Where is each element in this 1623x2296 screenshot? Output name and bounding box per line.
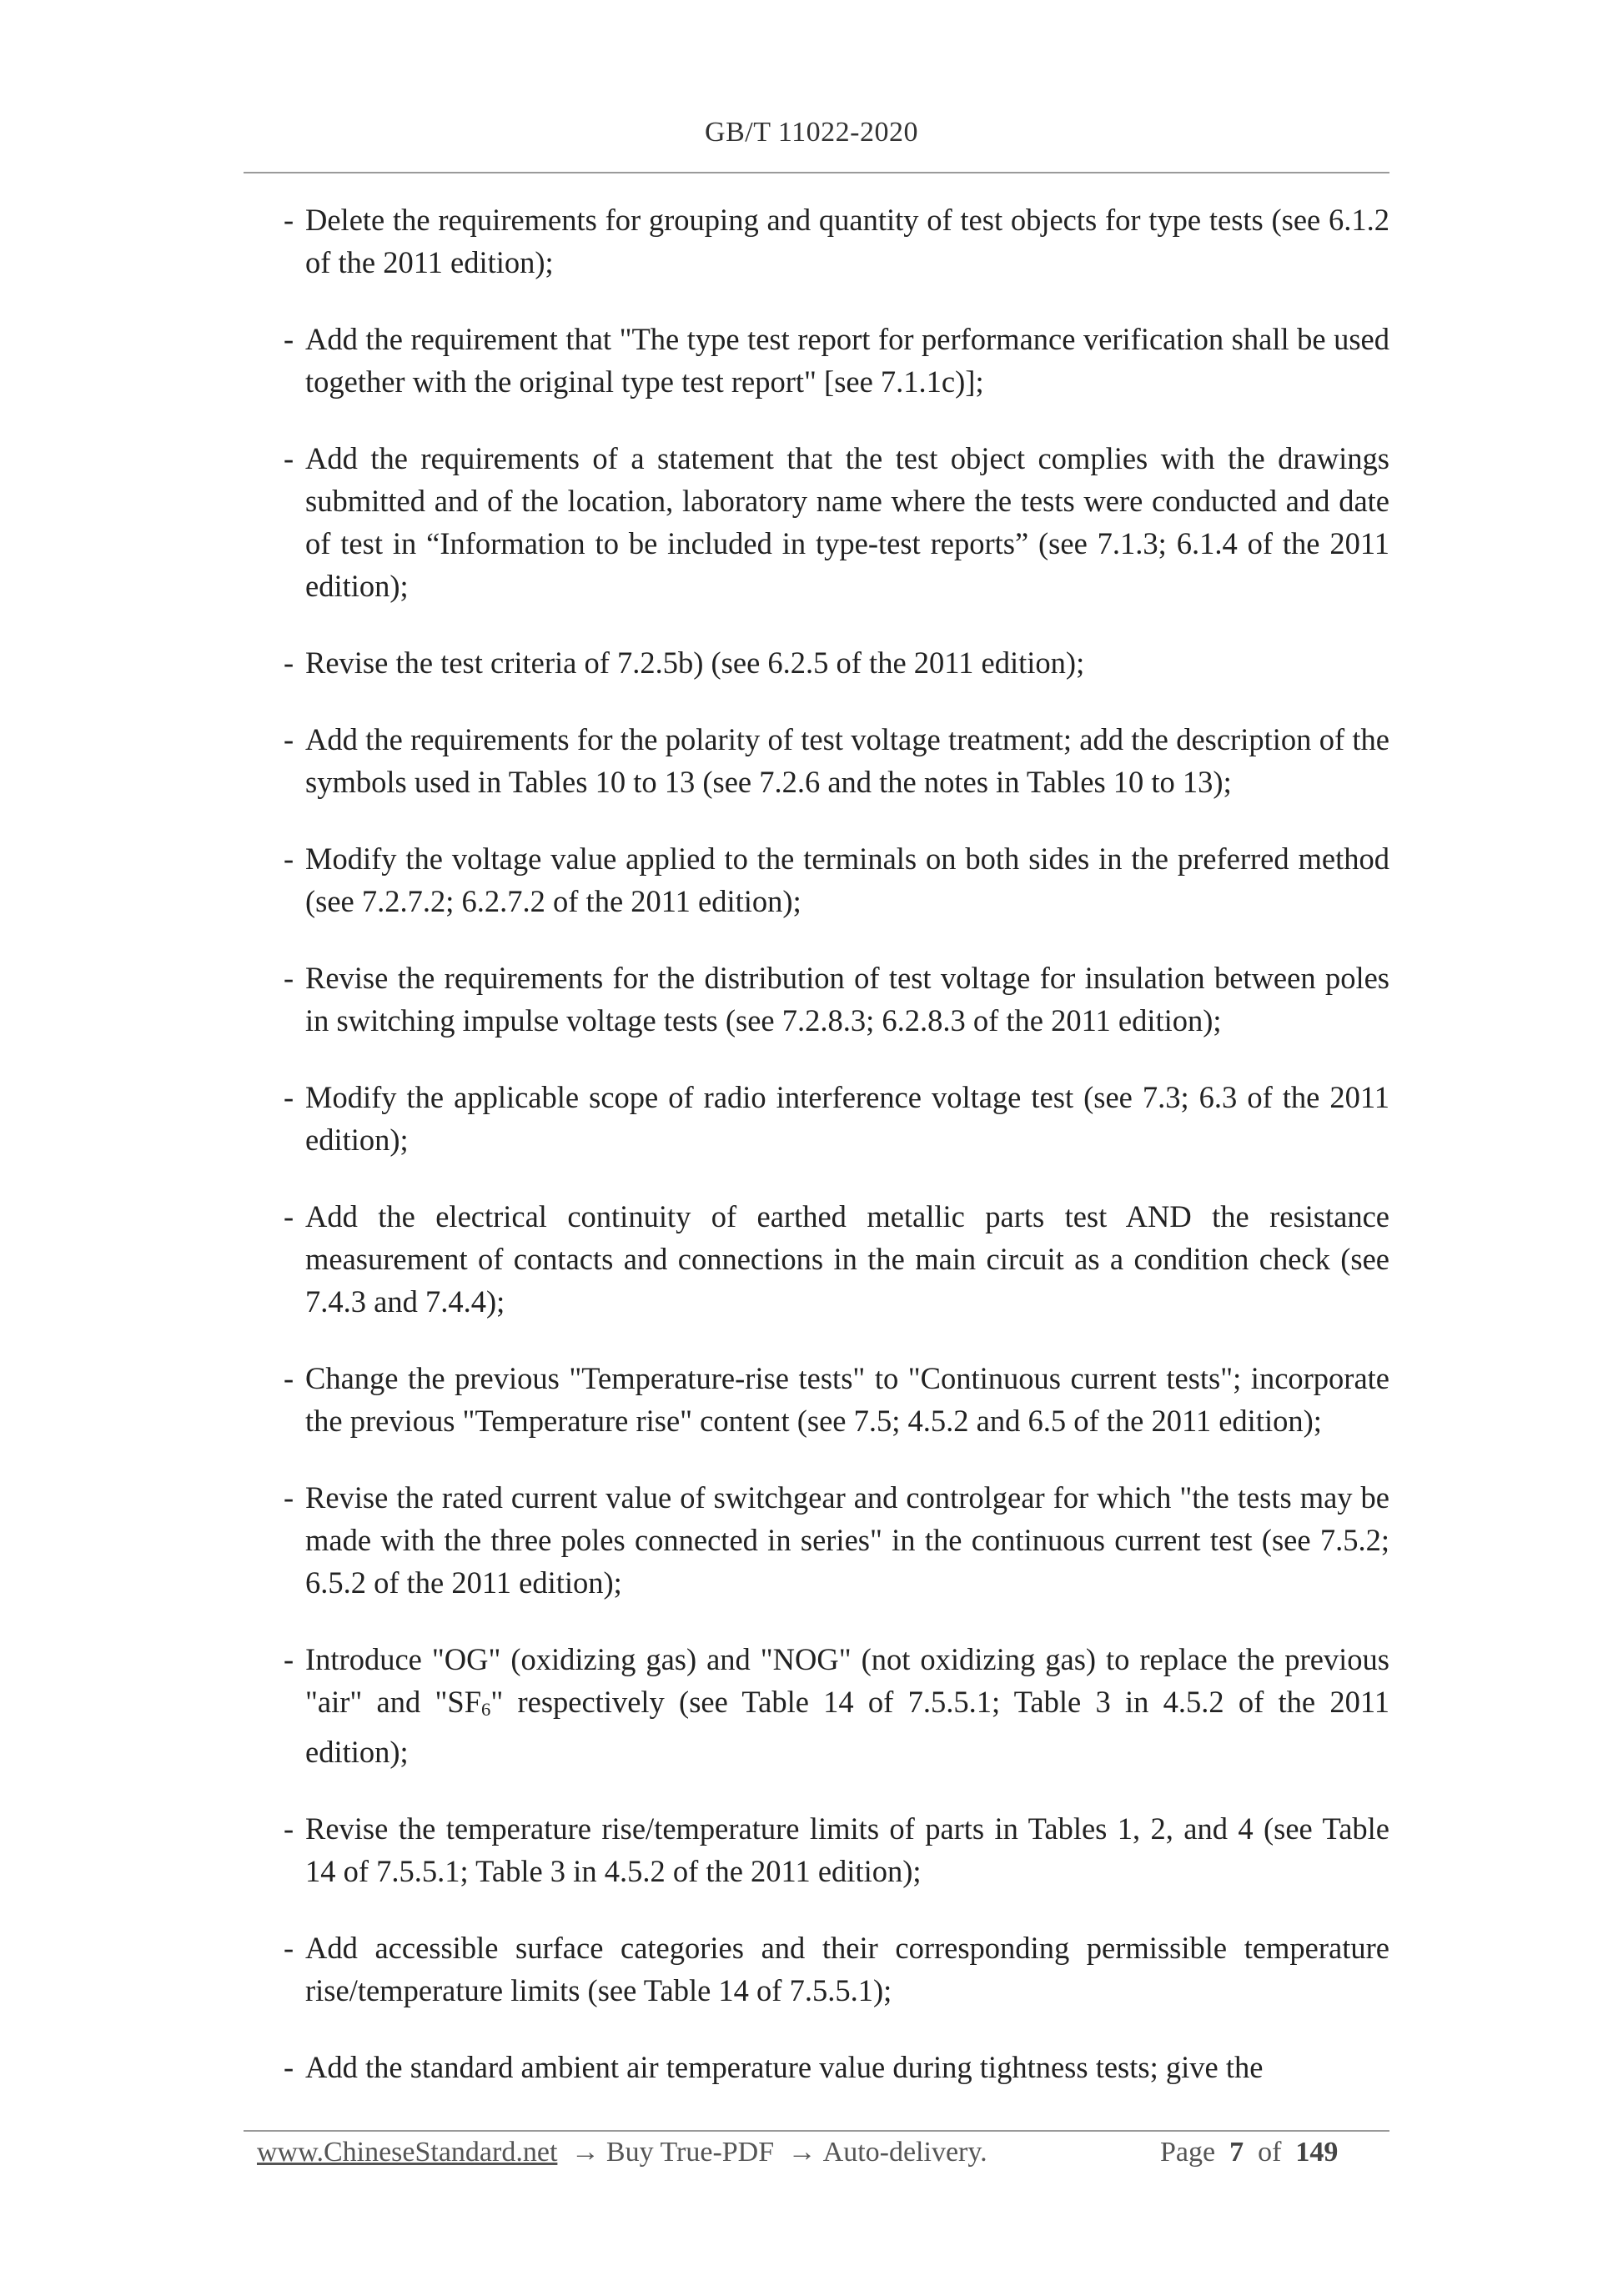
list-item-text: Modify the applicable scope of radio interference voltage test (see 7.3; 6.3 of the 2011 edition); [305,1080,1389,1157]
page-of-label: of [1258,2137,1282,2168]
list-item-text: Revise the rated current value of switchgear and controlgear for which "the tests may be made with the three poles connected in series" in the continuous current test (see 7.5.2; 6.5.2 of the 2011 edition); [305,1480,1389,1600]
list-item [284,1357,1389,1442]
footer-divider [244,2130,1389,2132]
page-total: 149 [1295,2137,1339,2168]
list-bullet: - [284,1199,294,1233]
page-header-title: GB/T 11022-2020 [705,117,918,148]
list-bullet: - [284,1361,294,1395]
list-item [284,2046,1389,2088]
list-bullet: - [284,722,294,756]
list-item-text: Revise the temperature rise/temperature limits of parts in Tables 1, 2, and 4 (see Table 14 of 7.5.5.1; Table 3 in 4.5.2 of the 2011 edition); [305,1811,1389,1888]
arrow-right-icon: → [570,2137,600,2168]
list-item-text: Add the requirement that "The type test report for performance verification shall be used together with the original type test report" [see 7.1.1c)]; [305,322,1389,399]
list-item-text-before-subscript: Introduce "OG" (oxidizing gas) and "NOG" (not oxidizing gas) to replace the previous "air" and "SF [305,1642,1389,1719]
list-item [284,957,1389,1042]
list-bullet: - [284,322,294,356]
list-bullet: - [284,2050,294,2084]
list-bullet: - [284,1642,294,1676]
list-item [284,1807,1389,1892]
site-link[interactable]: www.ChineseStandard.net [257,2137,558,2168]
list-item-text: Add accessible surface categories and their corresponding permissible temperature rise/temperature limits (see Table 14 of 7.5.5.1); [305,1931,1389,2007]
list-item-text: Revise the test criteria of 7.2.5b) (see 6.2.5 of the 2011 edition); [305,646,1085,680]
change-list [284,198,1389,2123]
page-number-indicator [1160,2137,1338,2168]
list-bullet: - [284,646,294,680]
list-bullet: - [284,842,294,876]
list-item [284,198,1389,284]
header-divider [244,172,1389,173]
list-item-text: Change the previous "Temperature-rise tests" to "Continuous current tests"; incorporate the previous "Temperature rise" content (see 7.5; 4.5.2 and 6.5 of the 2011 edition); [305,1361,1389,1438]
list-item [284,1076,1389,1161]
list-bullet: - [284,441,294,475]
list-item [284,641,1389,684]
list-bullet: - [284,961,294,995]
list-item-text: Delete the requirements for grouping and quantity of test objects for type tests (see 6.1.2 of the 2011 edition); [305,203,1389,279]
list-item [284,318,1389,403]
list-bullet: - [284,1811,294,1846]
page-footer [257,2137,1389,2168]
page-label: Page [1160,2137,1216,2168]
list-item [284,718,1389,803]
list-item-text-after-subscript: " respectively (see Table 14 of 7.5.5.1; Table 3 in 4.5.2 of the 2011 edition); [305,1685,1389,1769]
arrow-right-icon: → [787,2137,817,2168]
list-item-text: Revise the requirements for the distribution of test voltage for insulation between poles in switching impulse voltage tests (see 7.2.8.3; 6.2.8.3 of the 2011 edition); [305,961,1389,1037]
list-item-text: Add the requirements for the polarity of test voltage treatment; add the description of the symbols used in Tables 10 to 13 (see 7.2.6 and the notes in Tables 10 to 13); [305,722,1389,799]
list-item [284,837,1389,922]
list-item [284,1638,1389,1773]
list-item [284,1927,1389,2012]
list-item [284,1195,1389,1323]
page-current: 7 [1229,2137,1244,2168]
buy-true-pdf-text: Buy True-PDF [605,2137,775,2168]
list-item-text: Modify the voltage value applied to the terminals on both sides in the preferred method (see 7.2.7.2; 6.2.7.2 of the 2011 edition); [305,842,1389,918]
list-item [284,1476,1389,1604]
list-item-text: Add the requirements of a statement that the test object complies with the drawings submitted and of the location, laboratory name where the tests were conducted and date of test in “Information to be included in type-test reports” (see 7.1.3; 6.1.4 of the 2011 edition); [305,441,1389,603]
subscript-six: 6 [481,1699,491,1720]
list-bullet: - [284,1931,294,1965]
list-item-text: Add the electrical continuity of earthed metallic parts test AND the resistance measurement of contacts and connections in the main circuit as a condition check (see 7.4.3 and 7.4.4); [305,1199,1389,1319]
auto-delivery-text: Auto-delivery. [822,2137,987,2168]
list-item [284,437,1389,607]
list-item-text: Add the standard ambient air temperature value during tightness tests; give the [305,2050,1264,2084]
list-bullet: - [284,1480,294,1515]
list-bullet: - [284,1080,294,1114]
list-bullet: - [284,203,294,237]
